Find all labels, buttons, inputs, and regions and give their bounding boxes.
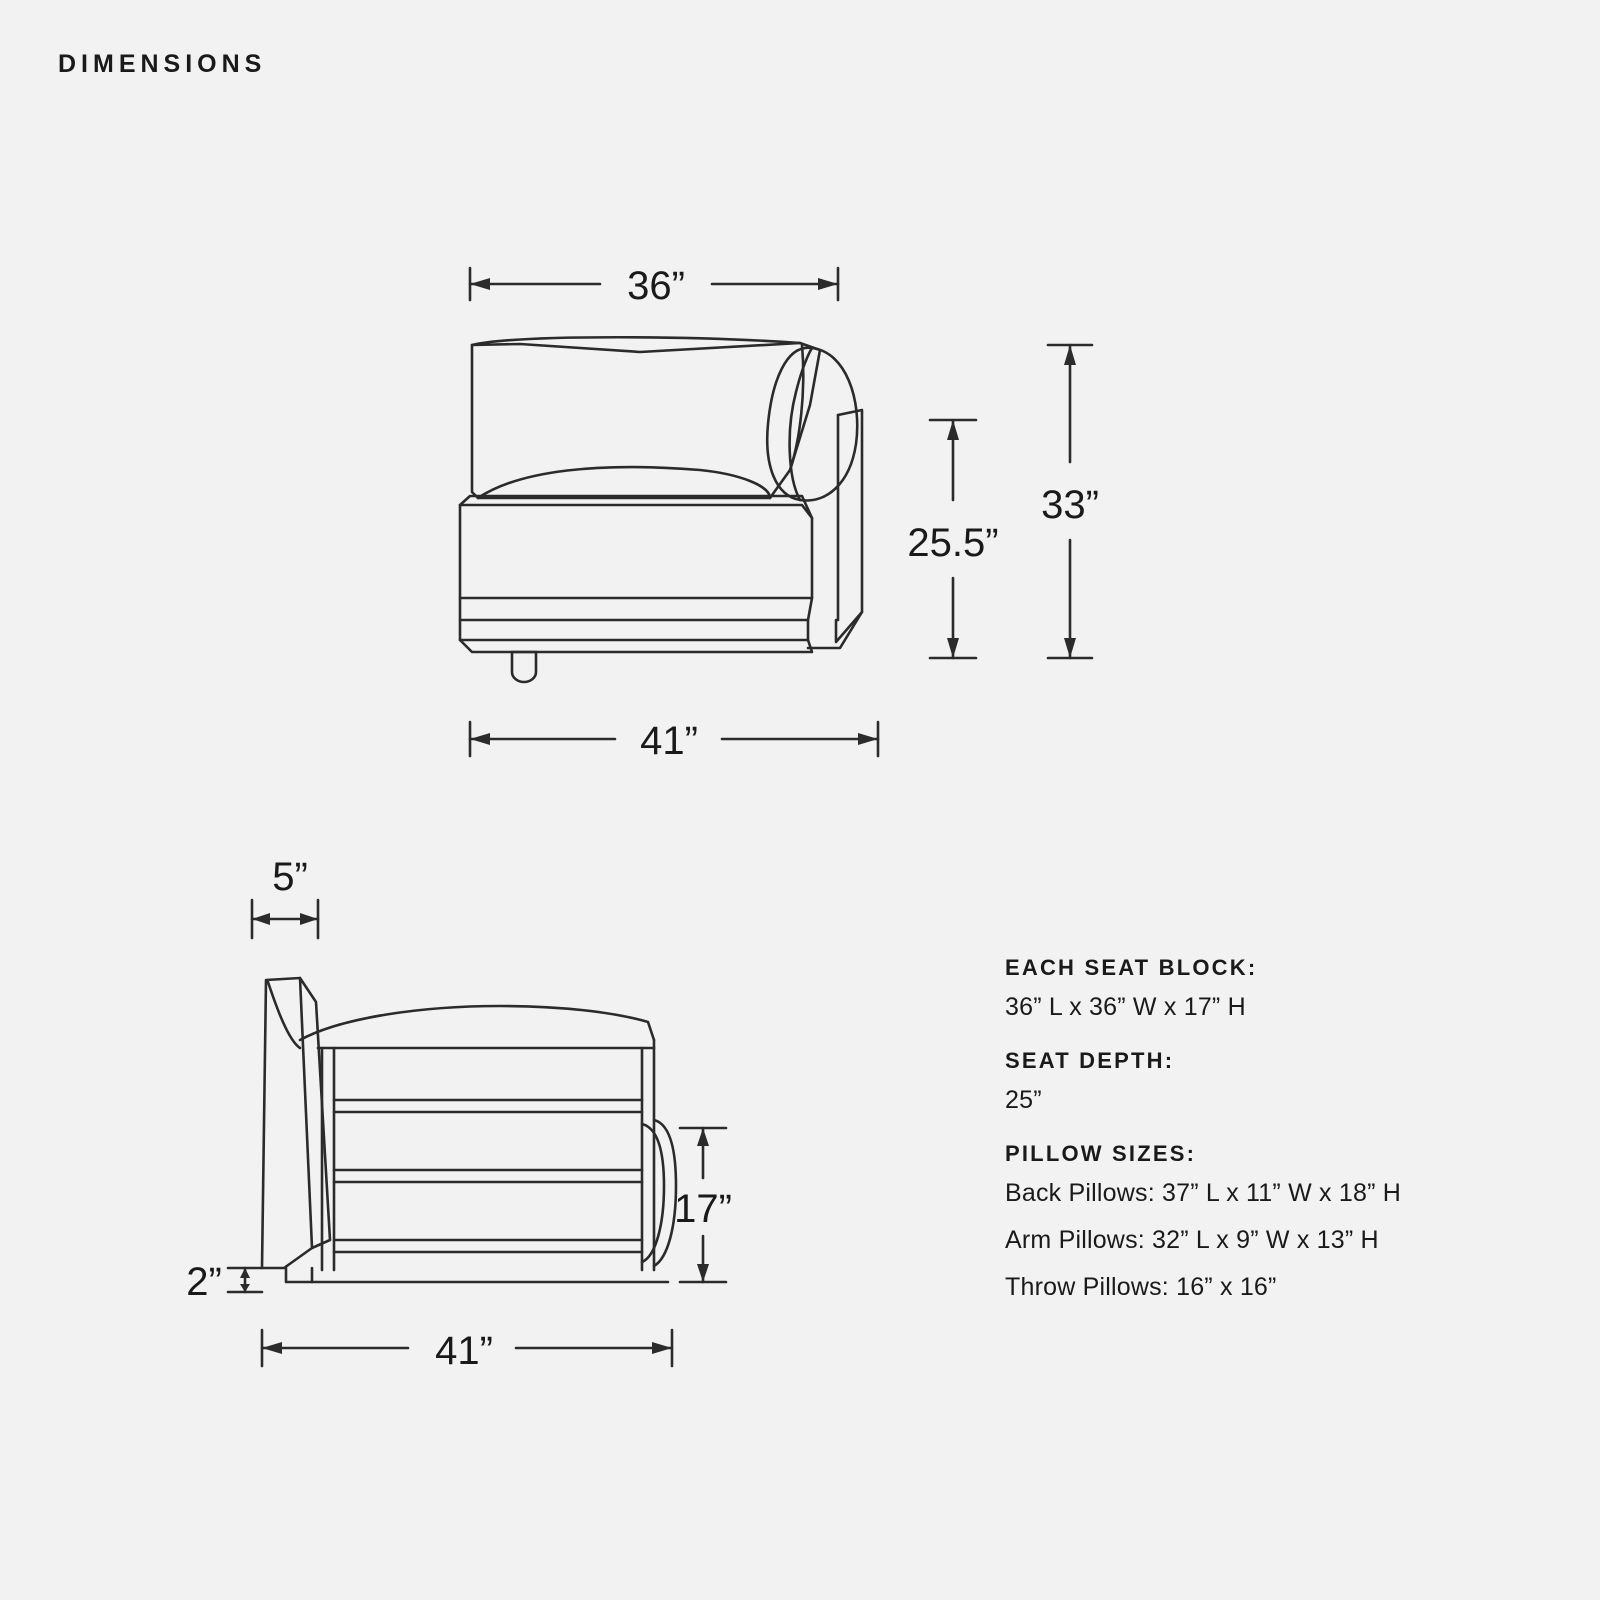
label-depth-41-front: 41” [640, 719, 698, 763]
label-overallheight-33: 33” [1041, 483, 1099, 527]
label-offset-5: 5” [272, 855, 308, 899]
spec-heading: PILLOW SIZES: [1005, 1141, 1197, 1166]
spec-heading: EACH SEAT BLOCK: [1005, 955, 1258, 980]
dim-line-base-2 [228, 1268, 262, 1292]
spec-line: Arm Pillows: 32” L x 9” W x 13” H [1005, 1226, 1379, 1254]
label-depth-41-side: 41” [435, 1329, 493, 1373]
label-width-36: 36” [627, 264, 685, 308]
spec-line: Throw Pillows: 16” x 16” [1005, 1273, 1277, 1301]
specs-list [1005, 955, 1545, 1328]
spec-line: 25” [1005, 1086, 1042, 1114]
page-title: DIMENSIONS [58, 50, 267, 78]
dim-line-offset-5 [252, 900, 318, 938]
spec-pillow-sizes [1005, 1141, 1545, 1302]
sofa-front-view [460, 337, 862, 682]
label-seatheight-17: 17” [674, 1187, 732, 1231]
spec-seat-depth [1005, 1048, 1545, 1115]
spec-line: Back Pillows: 37” L x 11” W x 18” H [1005, 1179, 1402, 1207]
label-base-2: 2” [186, 1260, 222, 1304]
spec-heading: SEAT DEPTH: [1005, 1048, 1175, 1073]
spec-line: 36” L x 36” W x 17” H [1005, 993, 1246, 1021]
sofa-side-view [262, 978, 676, 1282]
label-backheight-25-5: 25.5” [907, 521, 999, 565]
spec-seat-block [1005, 955, 1545, 1022]
